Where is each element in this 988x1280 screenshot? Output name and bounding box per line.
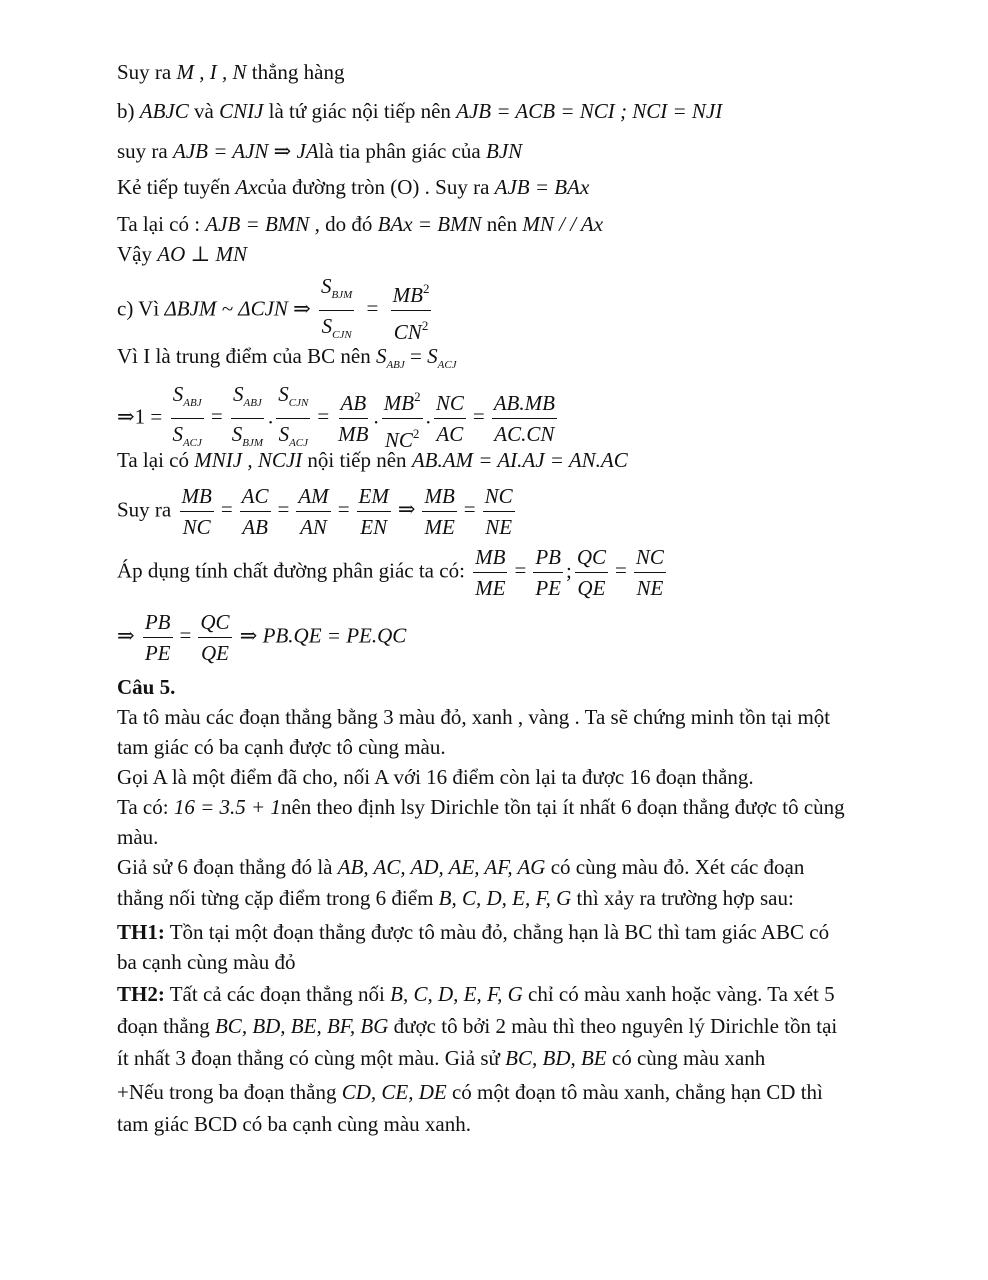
text: Tồn tại một đoạn thẳng được tô màu đỏ, chẳng hạn là BC thì tam giác ABC có [164,920,830,944]
dot: . [425,404,431,429]
fraction [422,482,456,541]
subscript: CJN [288,397,309,409]
paragraph-line [117,793,845,821]
fraction [492,389,557,448]
paragraph-line [117,918,829,946]
numerator: MB [473,543,507,573]
text: +Nếu trong ba đoạn thẳng [117,1080,342,1104]
denominator: ME [424,515,455,539]
denominator: NE [636,576,664,600]
equals-sign: = [179,623,192,648]
fraction [382,383,423,454]
math: BC, BD, BE, BF, BG [214,1014,389,1038]
math: AB, AC, AD, AE, AF, AG [337,855,546,879]
text: b) [117,99,140,123]
text: Giả sử 6 đoạn thẳng đó là [117,855,338,879]
math: ABJC [139,99,189,123]
subscript: ABJ [183,397,202,409]
math: S [172,422,183,446]
text: suy ra [117,139,173,163]
text: Vì I là trung điểm của BC nên [117,344,376,368]
case-label: TH1: [117,920,165,944]
fraction [336,389,370,448]
equals-sign: = [615,558,627,583]
line-tangent [117,173,589,201]
text: thẳng hàng [246,60,345,84]
numerator: PB [143,608,173,638]
math: MB [383,391,415,415]
superscript: 2 [422,281,430,296]
numerator: AM [296,482,330,512]
text: chỉ có màu xanh hoặc vàng. Ta xét 5 [522,982,835,1006]
fraction [473,543,507,602]
fraction [319,272,354,349]
text: và [188,99,220,123]
paragraph-line [117,853,804,881]
denominator: EN [360,515,388,539]
case-label: TH2: [117,982,165,1006]
paragraph-line [117,884,794,912]
subscript: BJM [242,437,264,449]
fraction [575,543,608,602]
text: Suy ra [117,60,177,84]
dot: . [373,404,379,429]
text: Ta lại có [117,448,195,472]
text: nội tiếp nên [302,448,412,472]
text: có một đoạn tô màu xanh, chẳng hạn CD thì [446,1080,823,1104]
math: AJB = AJN ⇒ JA [173,139,319,163]
dot: . [268,404,274,429]
denominator: QE [577,576,606,600]
line-bisector [117,137,522,165]
numerator: EM [357,482,391,512]
numerator: MB [180,482,214,512]
math: MB [392,283,423,307]
fraction [391,275,432,346]
denominator: QE [200,641,229,665]
text: ít nhất 3 đoạn thẳng có cùng một màu. Giả sử [117,1046,506,1070]
math: S [232,382,244,406]
equals-sign: = [337,497,350,522]
subscript: ACJ [437,359,457,371]
math: 16 = 3.5 + 1 [173,795,281,819]
line-conclusion [117,608,406,667]
math: BC, BD, BE [505,1046,607,1070]
text: Tất cả các đoạn thẳng nối [164,982,391,1006]
equals-sign: = [472,404,485,429]
numerator: AC [240,482,271,512]
math: S [321,314,333,338]
equals-sign: = [210,404,223,429]
denominator: NC [182,515,211,539]
equals-sign: = [317,404,330,429]
section-heading: Câu 5. [117,675,176,699]
subscript: BJM [331,289,353,301]
text: được tô bởi 2 màu thì theo nguyên lý Dirichle tồn tại [388,1014,838,1038]
math: MN / / Ax [522,212,604,236]
implies-sign: ⇒ [117,623,135,648]
text: có cùng màu xanh [606,1046,766,1070]
paragraph-line: màu. [117,825,159,849]
text: thẳng nối từng cặp điểm trong 6 điểm [117,886,439,910]
math: CNIJ [219,99,264,123]
subscript: ABJ [386,359,405,371]
numerator: MB [422,482,456,512]
math: CN [393,320,422,344]
line-midpoint [117,342,457,379]
math: AJB = BAx [494,175,590,199]
paragraph-line: tam giác BCD có ba cạnh cùng màu xanh. [117,1112,471,1136]
paragraph-line [117,1078,823,1106]
text: có cùng màu đỏ. Xét các đoạn [545,855,805,879]
paragraph-line: ba cạnh cùng màu đỏ [117,950,296,974]
denominator: AC.CN [494,422,555,446]
math: S [278,422,290,446]
math: B, C, D, E, F, G [438,886,572,910]
semicolon: ; [565,558,572,583]
text: là tứ giác nội tiếp nên [263,99,457,123]
fraction [357,482,391,541]
paragraph-line [117,980,835,1008]
subscript: ACJ [182,437,202,449]
equals-sign: = [404,344,428,368]
text: , do đó [309,212,378,236]
equals-sign: = [220,497,233,522]
paragraph-line: Ta tô màu các đoạn thẳng bằng 3 màu đỏ, xanh , vàng . Ta sẽ chứng minh tồn tại một [117,705,831,729]
math: S [427,344,438,368]
denominator: ME [475,576,506,600]
superscript: 2 [412,426,420,441]
line-collinear [117,58,344,86]
text: Vậy [117,242,158,266]
numerator: AB.MB [492,389,557,419]
paragraph-line [117,1044,765,1072]
equals-sign: = [463,497,476,522]
numerator: AB [339,389,369,419]
denominator: AN [300,515,327,539]
paragraph-line [117,1012,837,1040]
fraction [198,608,231,667]
denominator: PE [535,576,561,600]
math: NC [384,428,413,452]
paragraph-line: Gọi A là một điểm đã cho, nối A với 16 điểm còn lại ta được 16 đoạn thẳng. [117,765,754,789]
fraction [296,482,330,541]
math: BAx = BMN [377,212,482,236]
math: S [321,274,332,298]
math: S [278,382,289,406]
line-parallel [117,210,603,238]
math: AO ⊥ MN [157,242,247,266]
text: Suy ra [117,497,172,522]
superscript: 2 [421,318,429,333]
denominator: NE [485,515,513,539]
numerator: PB [533,543,563,573]
fraction [434,389,466,448]
text: của đường tròn (O) . Suy ra [257,175,495,199]
text: Ta lại có : [117,212,206,236]
math: S [375,344,387,368]
fraction [634,543,666,602]
line-power [117,446,628,474]
line-part-c [117,272,434,349]
text: Áp dụng tính chất đường phân giác ta có: [117,558,471,583]
math: ΔBJM ~ ΔCJN ⇒ [164,296,311,321]
fraction [533,543,563,602]
math: Ax [235,175,258,199]
math: AJB = ACB = NCI ; NCI = NJI [456,99,723,123]
fraction [240,482,271,541]
math: B, C, D, E, F, G [390,982,523,1006]
denominator: MB [338,422,369,446]
text: Kẻ tiếp tuyến [117,175,236,199]
numerator: NC [634,543,666,573]
text: Ta có: [117,795,174,819]
math: ⇒1 = [117,404,163,429]
line-ratio-chain [117,482,518,541]
fraction [143,608,173,667]
subscript: ABJ [243,397,262,409]
math: AB.AM = AI.AJ = AN.AC [411,448,628,472]
numerator: QC [198,608,231,638]
numerator: QC [575,543,608,573]
fraction [180,482,214,541]
subscript: ACJ [289,437,309,449]
math: MNIJ , NCJI [194,448,303,472]
text: thì xảy ra trường hợp sau: [571,886,794,910]
math: CD, CE, DE [341,1080,447,1104]
implies-sign: ⇒ [397,497,416,522]
denominator: AB [242,515,268,539]
line-perpendicular [117,240,247,268]
math: BJN [486,139,523,163]
text: nên theo định lsy Dirichle tồn tại ít nhất 6 đoạn thẳng được tô cùng [280,795,845,819]
line-bisector-property [117,543,669,602]
denominator: AC [436,422,464,446]
math: M , I , N [176,60,247,84]
paragraph-line: tam giác có ba cạnh được tô cùng màu. [117,735,446,759]
text: là tia phân giác của [318,139,487,163]
superscript: 2 [414,389,421,404]
equals-sign: = [514,558,527,583]
math: AJB = BMN [205,212,310,236]
math: ⇒ PB.QE = PE.QC [239,623,407,648]
numerator: NC [434,389,466,419]
numerator: NC [483,482,515,512]
subscript: CJN [332,329,352,341]
line-part-b [117,97,722,125]
fraction [483,482,515,541]
equals-sign: = [366,296,379,321]
equals-sign: = [277,497,290,522]
text: đoạn thẳng [117,1014,215,1038]
text: nên [481,212,523,236]
denominator: PE [144,641,171,665]
math: S [231,422,243,446]
math: S [172,382,184,406]
text: c) Vì [117,296,165,321]
